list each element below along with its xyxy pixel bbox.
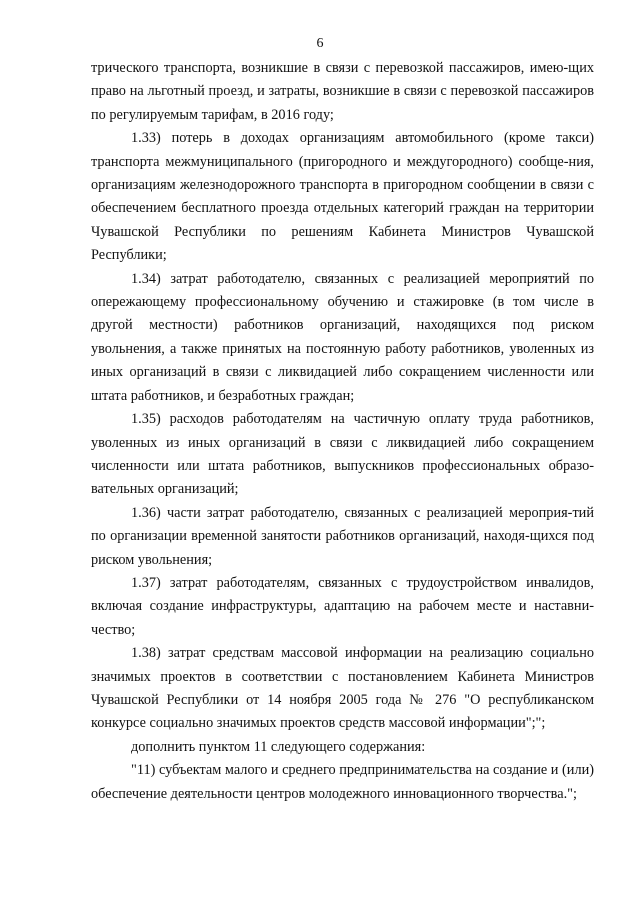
- paragraph-1-33: 1.33) потерь в доходах организациям автомобильного (кроме такси) транспорта межмуниципального (пригородного и междугородного) сообще-ния, организациям железнодорожного транспорта в пригородном сообщении в связи с обеспечением бесплатного проезда отдельных категорий граждан на территории Чувашской Республики по решениям Кабинета Министров Чувашской Республики;: [91, 130, 594, 264]
- paragraph-1-34: 1.34) затрат работодателю, связанных с реализацией мероприятий по опережающему профессиональному обучению и стажировке (в том числе в другой местности) работников организаций, находящихся под риском увольнения, а также принятых на постоянную работу работников, уволенных из иных организаций в связи с ликвидацией либо сокращением численности или штата работников, и безработных граждан;: [91, 270, 594, 404]
- document-body: [91, 57, 594, 806]
- paragraph-item-11: "11) субъектам малого и среднего предпринимательства на создание и (или) обеспечение деятельности центров молодежного инновационного творчества.";: [91, 762, 594, 802]
- page-number: 6: [316, 36, 324, 51]
- paragraph-1-38: 1.38) затрат средствам массовой информации на реализацию социально значимых проектов в соответствии с постановлением Кабинета Министров Чувашской Республики от 14 ноября 2005 года № 276 "О республиканском конкурсе социально значимых проектов средств массовой информации";";: [91, 645, 594, 732]
- paragraph-1-36: 1.36) части затрат работодателю, связанных с реализацией мероприя-тий по организации временной занятости работников организаций, находя-щихся под риском увольнения;: [91, 504, 594, 568]
- paragraph-1-37: 1.37) затрат работодателям, связанных с трудоустройством инвалидов, включая создание инфраструктуры, адаптацию на рабочем месте и наставни-чество;: [91, 574, 594, 638]
- paragraph-1-35: 1.35) расходов работодателям на частичную оплату труда работников, уволенных из иных организаций в связи с ликвидацией либо сокращением численности или штата работников, выпускников профессиональных образо-вательных организаций;: [91, 411, 594, 498]
- paragraph-amendment-intro: дополнить пунктом 11 следующего содержания:: [131, 738, 426, 755]
- paragraph-continuation: трического транспорта, возникшие в связи с перевозкой пассажиров, имею-щих право на льготный проезд, и затраты, возникшие в связи с перевозкой пассажиров по регулируемым тарифам, в 2016 году;: [91, 60, 594, 123]
